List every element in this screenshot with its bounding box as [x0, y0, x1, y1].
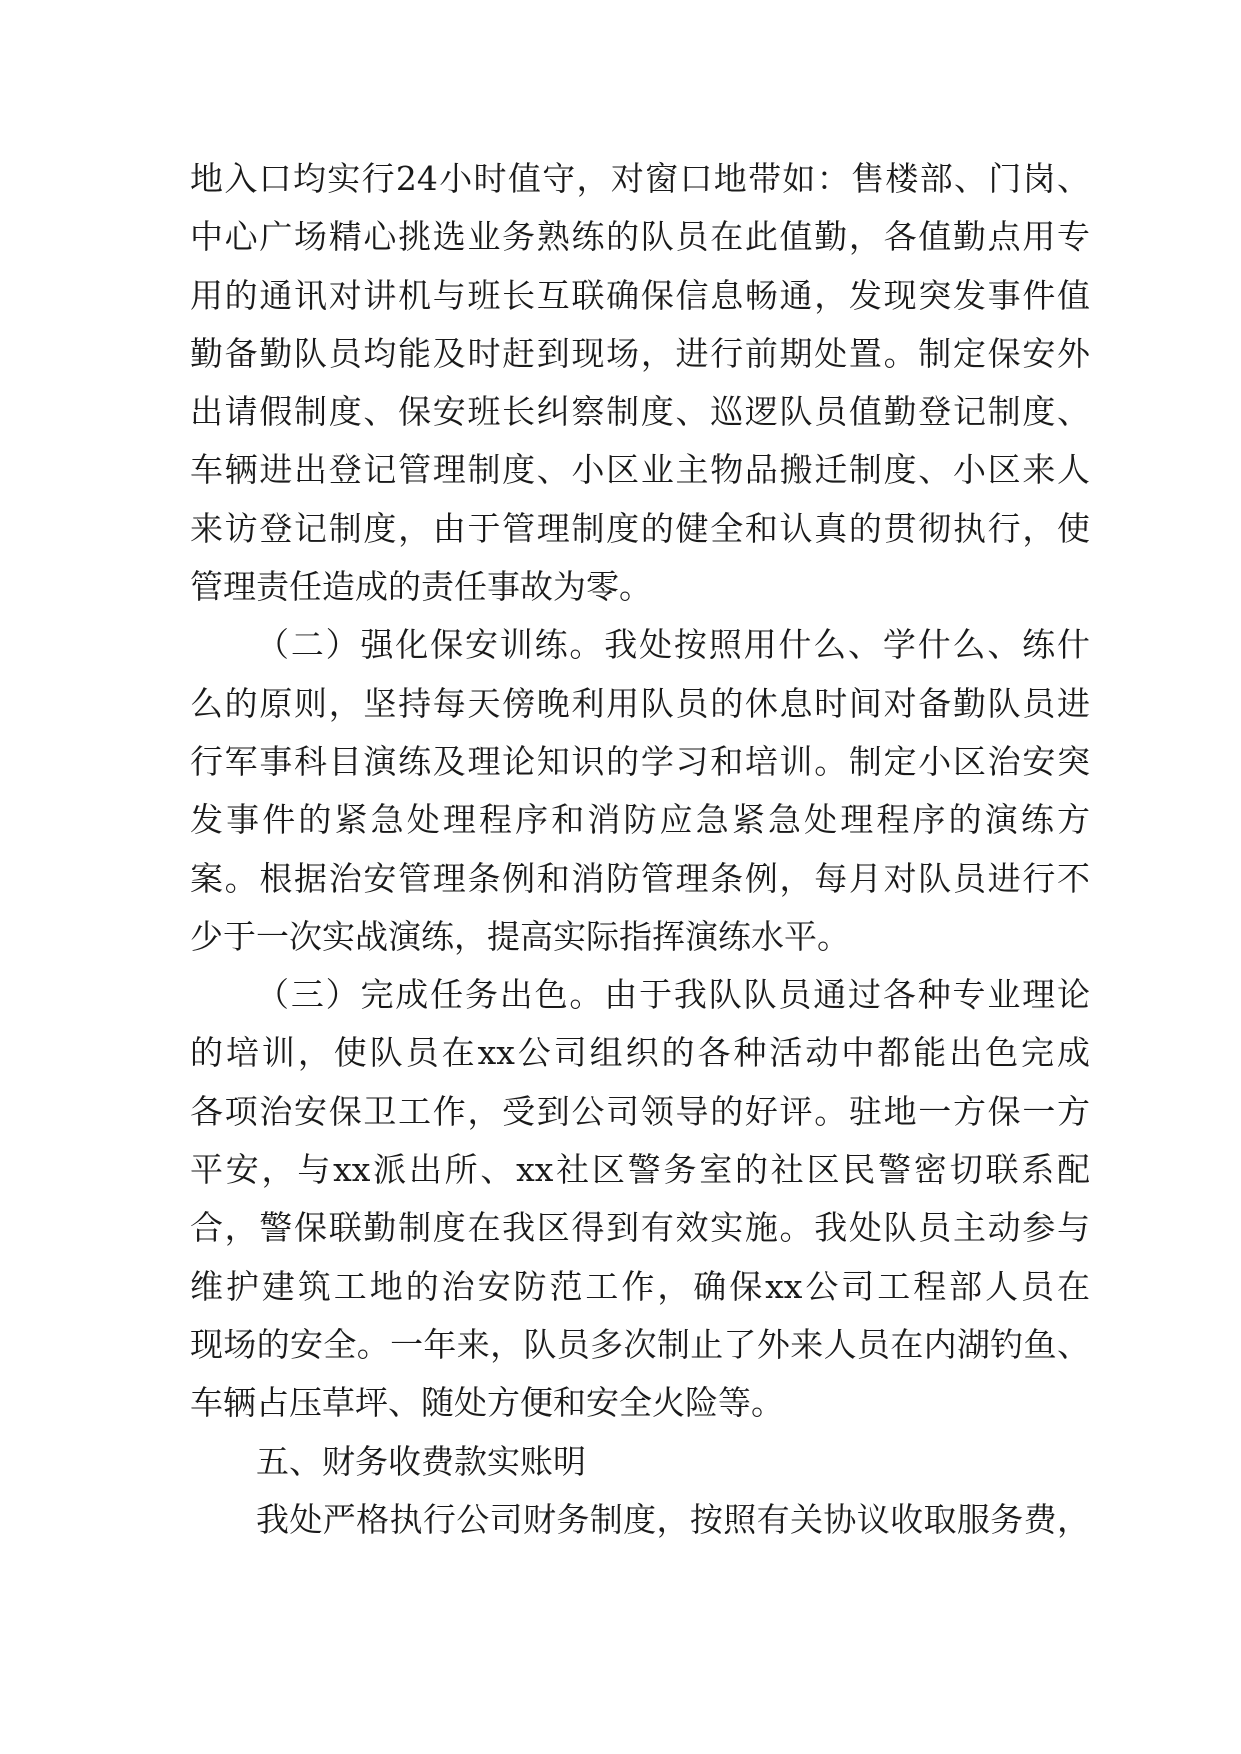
body-line: 来访登记制度，由于管理制度的健全和认真的贯彻执行，使	[190, 508, 1090, 548]
body-line: 我处严格执行公司财务制度，按照有关协议收取服务费，	[256, 1499, 1090, 1539]
body-line: 发事件的紧急处理程序和消防应急紧急处理程序的演练方	[190, 800, 1090, 840]
body-line: 车辆进出登记管理制度、小区业主物品搬迁制度、小区来人	[190, 450, 1090, 490]
body-line: 的培训，使队员在xx公司组织的各种活动中都能出色完成	[190, 1033, 1090, 1073]
body-line: 地入口均实行24小时值守，对窗口地带如：售楼部、门岗、	[190, 159, 1090, 198]
body-line: 么的原则，坚持每天傍晚利用队员的休息时间对备勤队员进	[190, 683, 1090, 723]
body-line: 合，警保联勤制度在我区得到有效实施。我处队员主动参与	[190, 1208, 1090, 1248]
body-line: 管理责任造成的责任事故为零。	[190, 567, 652, 607]
body-line: 车辆占压草坪、随处方便和安全火险等。	[190, 1383, 784, 1423]
body-line: 平安，与xx派出所、xx社区警务室的社区民警密切联系配	[190, 1150, 1090, 1190]
body-line: 中心广场精心挑选业务熟练的队员在此值勤，各值勤点用专	[190, 217, 1090, 257]
document-body	[190, 150, 1090, 1549]
body-line: 出请假制度、保安班长纠察制度、巡逻队员值勤登记制度、	[190, 392, 1090, 432]
body-line: 行军事科目演练及理论知识的学习和培训。制定小区治安突	[190, 741, 1090, 781]
body-line: 各项治安保卫工作，受到公司领导的好评。驻地一方保一方	[190, 1091, 1090, 1131]
section-heading: 五、财务收费款实账明	[256, 1441, 586, 1481]
body-line: 勤备勤队员均能及时赶到现场，进行前期处置。制定保安外	[190, 333, 1090, 373]
section-heading-line: （三）完成任务出色。由于我队队员通过各种专业理论	[256, 975, 1090, 1015]
body-line: 用的通讯对讲机与班长互联确保信息畅通，发现突发事件值	[190, 275, 1090, 315]
body-line: 案。根据治安管理条例和消防管理条例，每月对队员进行不	[190, 858, 1090, 898]
body-line: 少于一次实战演练，提高实际指挥演练水平。	[190, 916, 850, 956]
section-heading-line: （二）强化保安训练。我处按照用什么、学什么、练什	[256, 625, 1090, 665]
body-line: 现场的安全。一年来，队员多次制止了外来人员在内湖钓鱼、	[190, 1324, 1090, 1364]
body-line: 维护建筑工地的治安防范工作，确保xx公司工程部人员在	[190, 1266, 1090, 1306]
